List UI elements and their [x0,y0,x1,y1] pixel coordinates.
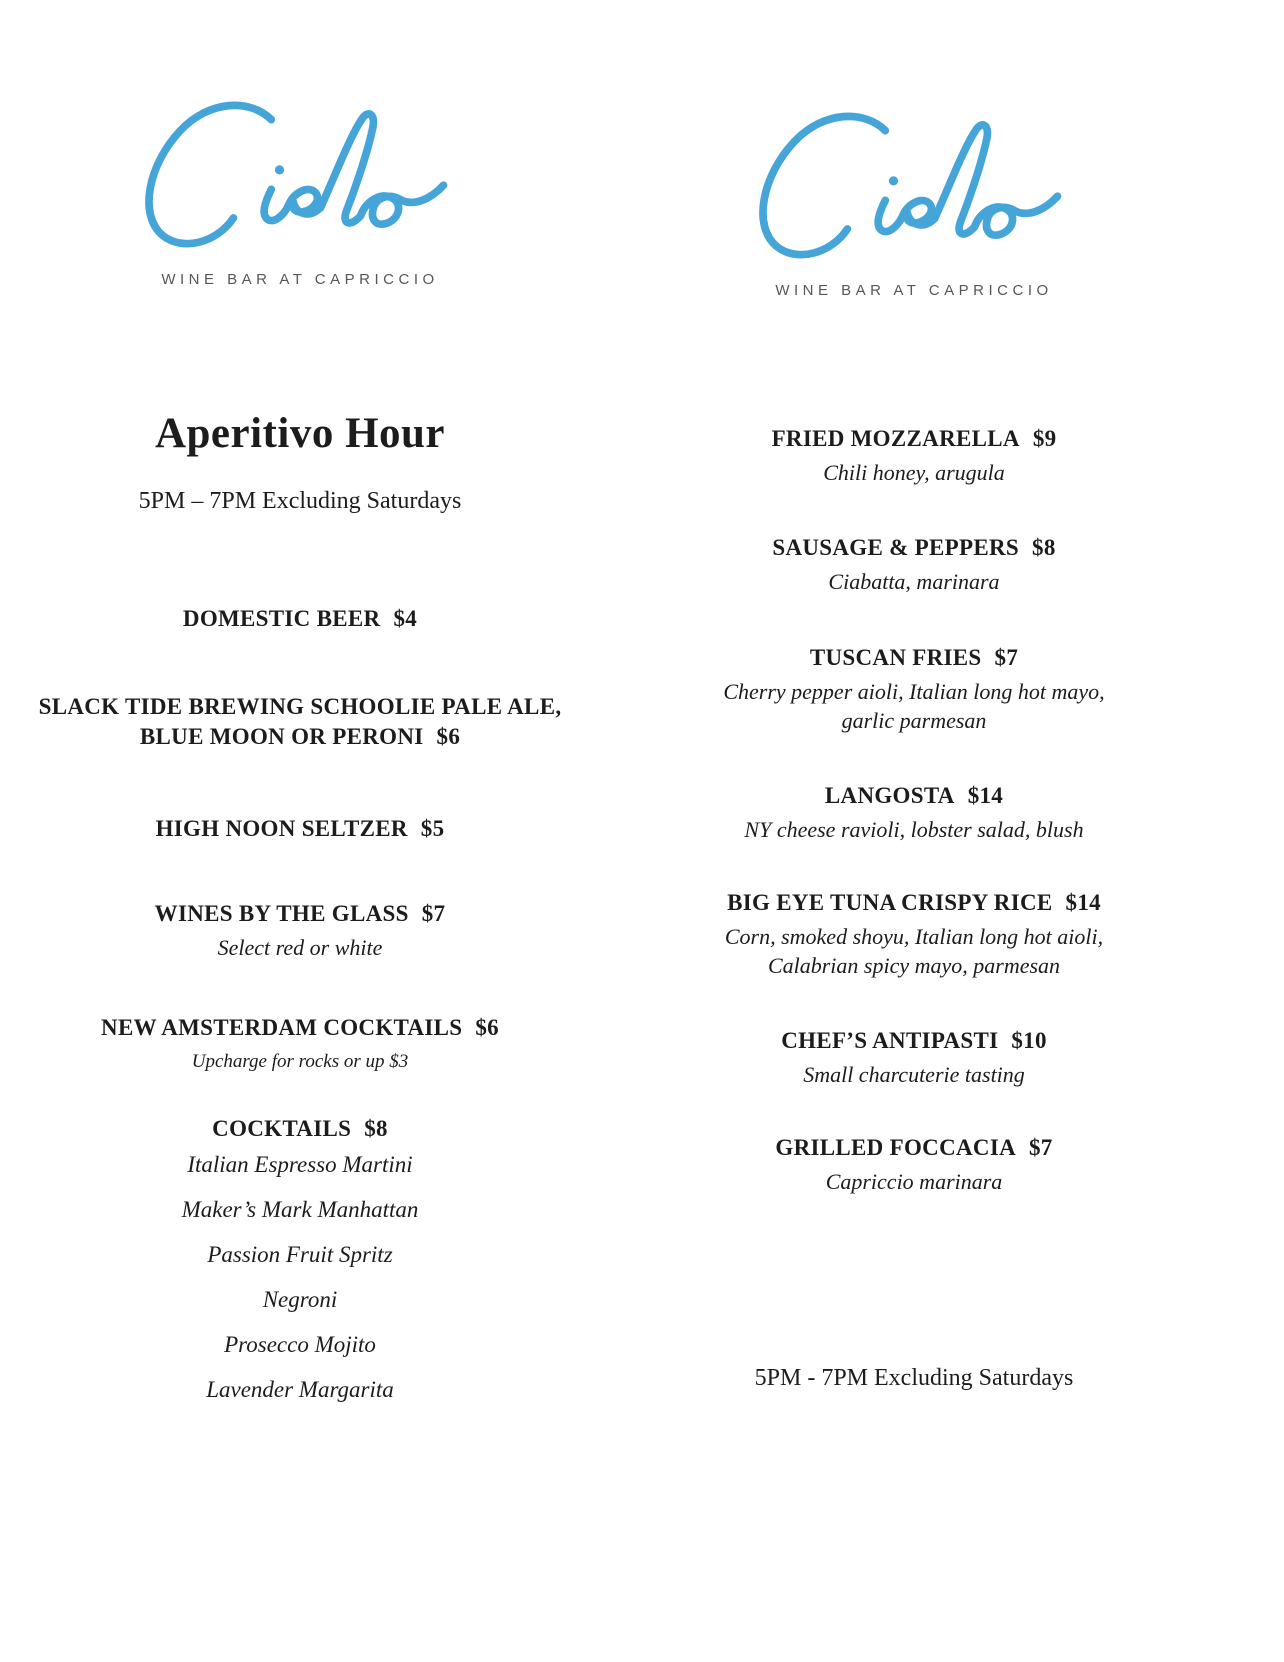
list-item: Passion Fruit Spritz [207,1242,393,1267]
cielo-logo-right [644,106,1184,299]
item-name [20,604,580,634]
item-label: FRIED MOZZARELLA [771,426,1020,451]
item-price: $7 [1028,1135,1053,1160]
item-price: $14 [1065,890,1101,915]
item-name [20,1114,580,1144]
description-line2: garlic parmesan [841,708,987,733]
menu-item-grilled-foccacia [644,1133,1184,1196]
menu-item-tuscan-fries [644,643,1184,735]
item-label: BIG EYE TUNA CRISPY RICE [727,890,1053,915]
item-price: $10 [1011,1028,1047,1053]
item-price: $4 [393,606,418,631]
item-price: $6 [475,1015,499,1040]
item-price: $6 [436,724,461,749]
menu-item-high-noon [20,814,580,844]
item-label: HIGH NOON SELTZER [155,816,408,841]
item-label-line1: SLACK TIDE BREWING SCHOOLIE PALE ALE, [38,694,562,719]
item-label: DOMESTIC BEER [182,606,381,631]
item-name [644,781,1184,811]
menu-item-domestic-beer [20,604,580,634]
item-price: $9 [1032,426,1057,451]
item-name [20,899,580,929]
item-name [644,1133,1184,1163]
item-description: Ciabatta, marinara [828,569,1000,594]
item-label: WINES BY THE GLASS [154,901,409,926]
list-item: Negroni [262,1287,338,1312]
item-label: LANGOSTA [824,783,955,808]
item-description: Small charcuterie tasting [803,1062,1025,1087]
menu-item-langosta [644,781,1184,844]
menu-hours-right: 5PM - 7PM Excluding Saturdays [754,1365,1074,1391]
item-label: SAUSAGE & PEPPERS [772,535,1020,560]
item-price: $7 [994,645,1019,670]
menu-item-fried-mozzarella [644,424,1184,487]
description-line1: Corn, smoked shoyu, Italian long hot aioli, [724,924,1104,949]
item-description [644,922,1184,980]
logo-tagline: WINE BAR AT CAPRICCIO [775,282,1053,299]
item-price: $8 [364,1116,388,1141]
list-item: Prosecco Mojito [224,1332,376,1357]
menu-title: Aperitivo Hour [154,410,446,457]
menu-item-sausage-peppers [644,533,1184,596]
item-label: COCKTAILS [212,1116,352,1141]
description-line1: Cherry pepper aioli, Italian long hot mayo, [723,679,1105,704]
cielo-logo-icon [728,106,1100,270]
cielo-logo-left [20,95,580,288]
cielo-logo-icon [114,95,486,259]
description-line2: Calabrian spicy mayo, parmesan [767,953,1061,978]
item-name [644,1026,1184,1056]
item-description: NY cheese ravioli, lobster salad, blush [744,817,1084,842]
item-price: $5 [420,816,445,841]
item-label: CHEF’S ANTIPASTI [781,1028,999,1053]
menu-item-big-eye-tuna [644,888,1184,980]
item-price: $7 [421,901,446,926]
menu-item-wines [20,899,580,962]
item-name [644,888,1184,918]
item-description [644,677,1184,735]
cocktail-list [20,1150,580,1420]
item-name [20,814,580,844]
item-name [20,692,580,752]
item-description: Select red or white [217,935,383,960]
list-item: Maker’s Mark Manhattan [181,1197,419,1222]
item-name [644,424,1184,454]
item-name [20,1013,580,1043]
menu-item-chefs-antipasti [644,1026,1184,1089]
item-description: Upcharge for rocks or up $3 [191,1051,409,1072]
item-label-line2: BLUE MOON OR PERONI [139,724,424,749]
list-item: Lavender Margarita [206,1377,394,1402]
menu-item-cocktails [20,1114,580,1144]
item-label: NEW AMSTERDAM COCKTAILS [101,1015,463,1040]
logo-tagline: WINE BAR AT CAPRICCIO [161,271,439,288]
food-column [644,0,1184,1662]
drinks-column [20,0,580,1662]
item-description: Chili honey, arugula [823,460,1005,485]
menu-hours-left: 5PM – 7PM Excluding Saturdays [138,488,462,514]
item-price: $8 [1032,535,1056,560]
item-label: GRILLED FOCCACIA [775,1135,1016,1160]
menu-item-slack-tide [20,692,580,752]
list-item: Italian Espresso Martini [187,1152,413,1177]
item-label: TUSCAN FRIES [809,645,982,670]
menu-item-new-amsterdam [20,1013,580,1075]
item-name [644,643,1184,673]
item-description: Capriccio marinara [825,1169,1003,1194]
item-price: $14 [967,783,1004,808]
item-name [644,533,1184,563]
